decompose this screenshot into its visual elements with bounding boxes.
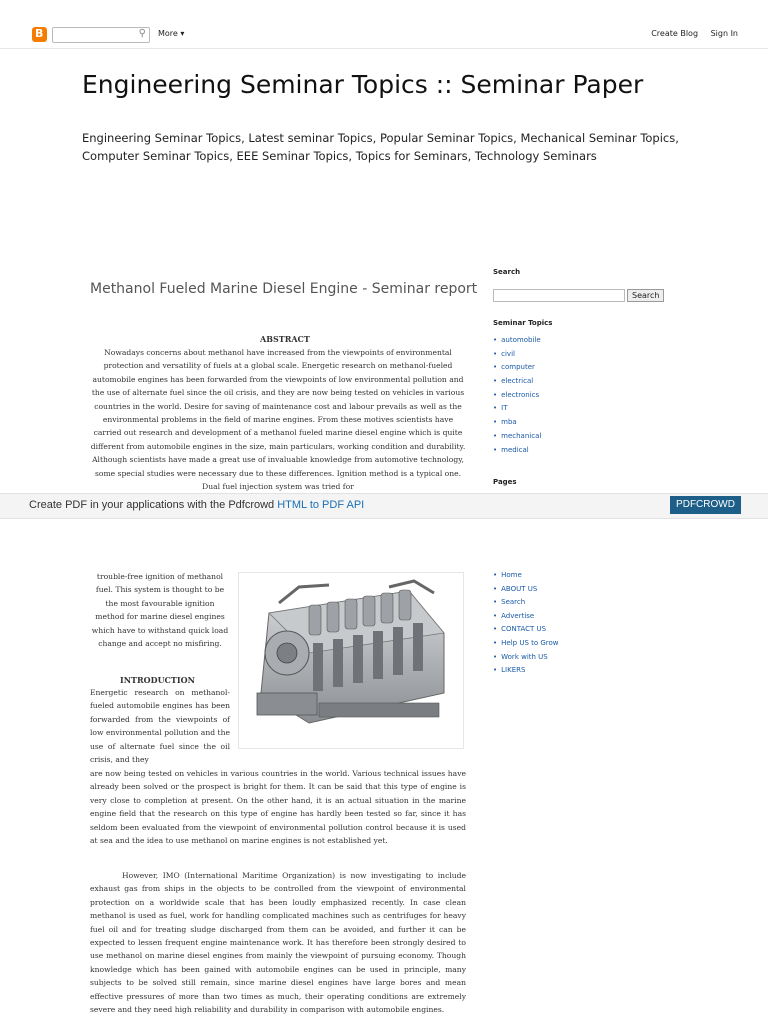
page-link[interactable]: • LIKERS bbox=[493, 666, 559, 680]
page-link[interactable]: • Help US to Grow bbox=[493, 639, 559, 653]
blog-description: Engineering Seminar Topics, Latest seminar Topics, Popular Seminar Topics, Mechanical Seminar Topics, Computer Seminar Topics, EEE Seminar Topics, Topics for Seminars, Technology Seminars bbox=[82, 131, 679, 163]
topic-link[interactable]: • IT bbox=[493, 404, 541, 418]
blogger-logo-icon[interactable] bbox=[32, 27, 47, 42]
introduction-continued: are now being tested on vehicles in various countries in the world. Various technical issues have already been solved or the prospect is bright for them. It can be said that this type of engine is very close to completion at present. On the other hand, it is an actual situation in the marine engine field that the research on this type of engine has hardly been tested so far, since it has seldom been evaluated from the viewpoint of environmental pollution control because it is used at sea and the idea to use methanol on marine engines is not established yet. bbox=[90, 769, 466, 846]
page-link[interactable]: • Home bbox=[493, 571, 559, 585]
navbar-right bbox=[641, 29, 738, 38]
sidebar-search-input[interactable] bbox=[493, 289, 625, 302]
abstract-heading: ABSTRACT bbox=[260, 334, 310, 344]
page-link[interactable]: • Advertise bbox=[493, 612, 559, 626]
page-link[interactable]: • Work with US bbox=[493, 653, 559, 667]
navbar-search-input[interactable] bbox=[52, 27, 150, 43]
blogger-navbar bbox=[0, 22, 768, 49]
pdfcrowd-banner bbox=[0, 493, 768, 519]
introduction-heading: INTRODUCTION bbox=[120, 675, 195, 685]
page-link[interactable]: • Search bbox=[493, 598, 559, 612]
engine-image bbox=[238, 572, 464, 749]
more-menu-button[interactable]: More ▾ bbox=[158, 29, 185, 38]
sign-in-link[interactable]: Sign In bbox=[710, 29, 738, 38]
sidebar-search-button[interactable]: Search bbox=[627, 289, 664, 302]
pages-heading: Pages bbox=[493, 478, 517, 486]
page-link[interactable]: • ABOUT US bbox=[493, 585, 559, 599]
sidebar-search bbox=[493, 285, 664, 304]
abstract-text: Nowadays concerns about methanol have increased from the viewpoints of environmental protection and versatility of fuels at a global scale. Energetic research on methanol-fueled automobile engines has been forwarded from the viewpoints of low environmental pollution and the use of alternate fuel since the oil crisis, and they are now being tested on vehicles in various countries in the world. Desire for saving of maintenance cost and labour prevails as well as the environmental problems in the field of marine engines. From these motives scientists have carried out research and development of a methanol fueled marine diesel engine which is quite different from automobile engines in the size, main particulars, working condition and durability. Although scientists have made a great use of invaluable knowledge from automotive technology, some special studies were necessary due to these differences. Ignition method is a typical one. Dual fuel injection system was tried for bbox=[90, 348, 466, 492]
topic-link[interactable]: • computer bbox=[493, 363, 541, 377]
topic-link[interactable]: • civil bbox=[493, 350, 541, 364]
pdfcrowd-button[interactable]: PDFCROWD bbox=[670, 496, 741, 514]
topic-link[interactable]: • mechanical bbox=[493, 432, 541, 446]
topic-link[interactable]: • automobile bbox=[493, 336, 541, 350]
topic-link[interactable]: • electronics bbox=[493, 391, 541, 405]
topic-link[interactable]: • electrical bbox=[493, 377, 541, 391]
pdfcrowd-text: Create PDF in your applications with the Pdfcrowd HTML to PDF API bbox=[29, 499, 365, 511]
create-blog-link[interactable]: Create Blog bbox=[651, 29, 699, 38]
page-link[interactable]: • CONTACT US bbox=[493, 625, 559, 639]
post-title[interactable]: Methanol Fueled Marine Diesel Engine - Seminar report bbox=[90, 281, 478, 297]
seminar-topics-heading: Seminar Topics bbox=[493, 319, 553, 327]
paragraph-imo: However, IMO (International Maritime Organization) is now investigating to include exhaust gas from ships in the objects to be controlled from the viewpoint of environmental protection on a worldwide scale that has been loudly emphasized recently. In case clean methanol is used as fuel, work for handling complicated machines such as centrifuges for heavy fuel oil and for treating sludge discharged from them can be avoided, and further it can be expected to lessen frequent engine maintenance work. It has therefore been strongly desired to use methanol on marine diesel engines from mainly the viewpoint of pursuing economy. Though knowledge which has been gained with automobile engines can be used in principle, many subjects to be solved still remain, since marine diesel engines have large bores and mean effective pressures of more than two times as much, their operating conditions are extremely severe and they need high reliability and durability in comparison with automobile engines. bbox=[90, 871, 466, 1015]
search-icon[interactable]: ⚲ bbox=[138, 28, 146, 39]
introduction-text: Energetic research on methanol-fueled automobile engines has been forwarded from the viewpoints of low environmental pollution and the use of alternate fuel since the oil crisis, and they bbox=[90, 688, 230, 765]
sidebar-search-label: Search bbox=[493, 268, 521, 276]
html-to-pdf-link[interactable]: HTML to PDF API bbox=[277, 499, 365, 511]
topic-link[interactable]: • mba bbox=[493, 418, 541, 432]
diesel-engine-illustration bbox=[239, 573, 463, 748]
float-text: trouble-free ignition of methanol fuel. This system is thought to be the most favourable ignition method for marine diesel engines which have to withstand quick load change and accept no misfiring. bbox=[91, 572, 229, 649]
blog-title[interactable]: Engineering Seminar Topics :: Seminar Paper bbox=[82, 70, 644, 99]
seminar-topics-list bbox=[493, 336, 541, 459]
pages-list bbox=[493, 571, 559, 680]
topic-link[interactable]: • medical bbox=[493, 446, 541, 460]
